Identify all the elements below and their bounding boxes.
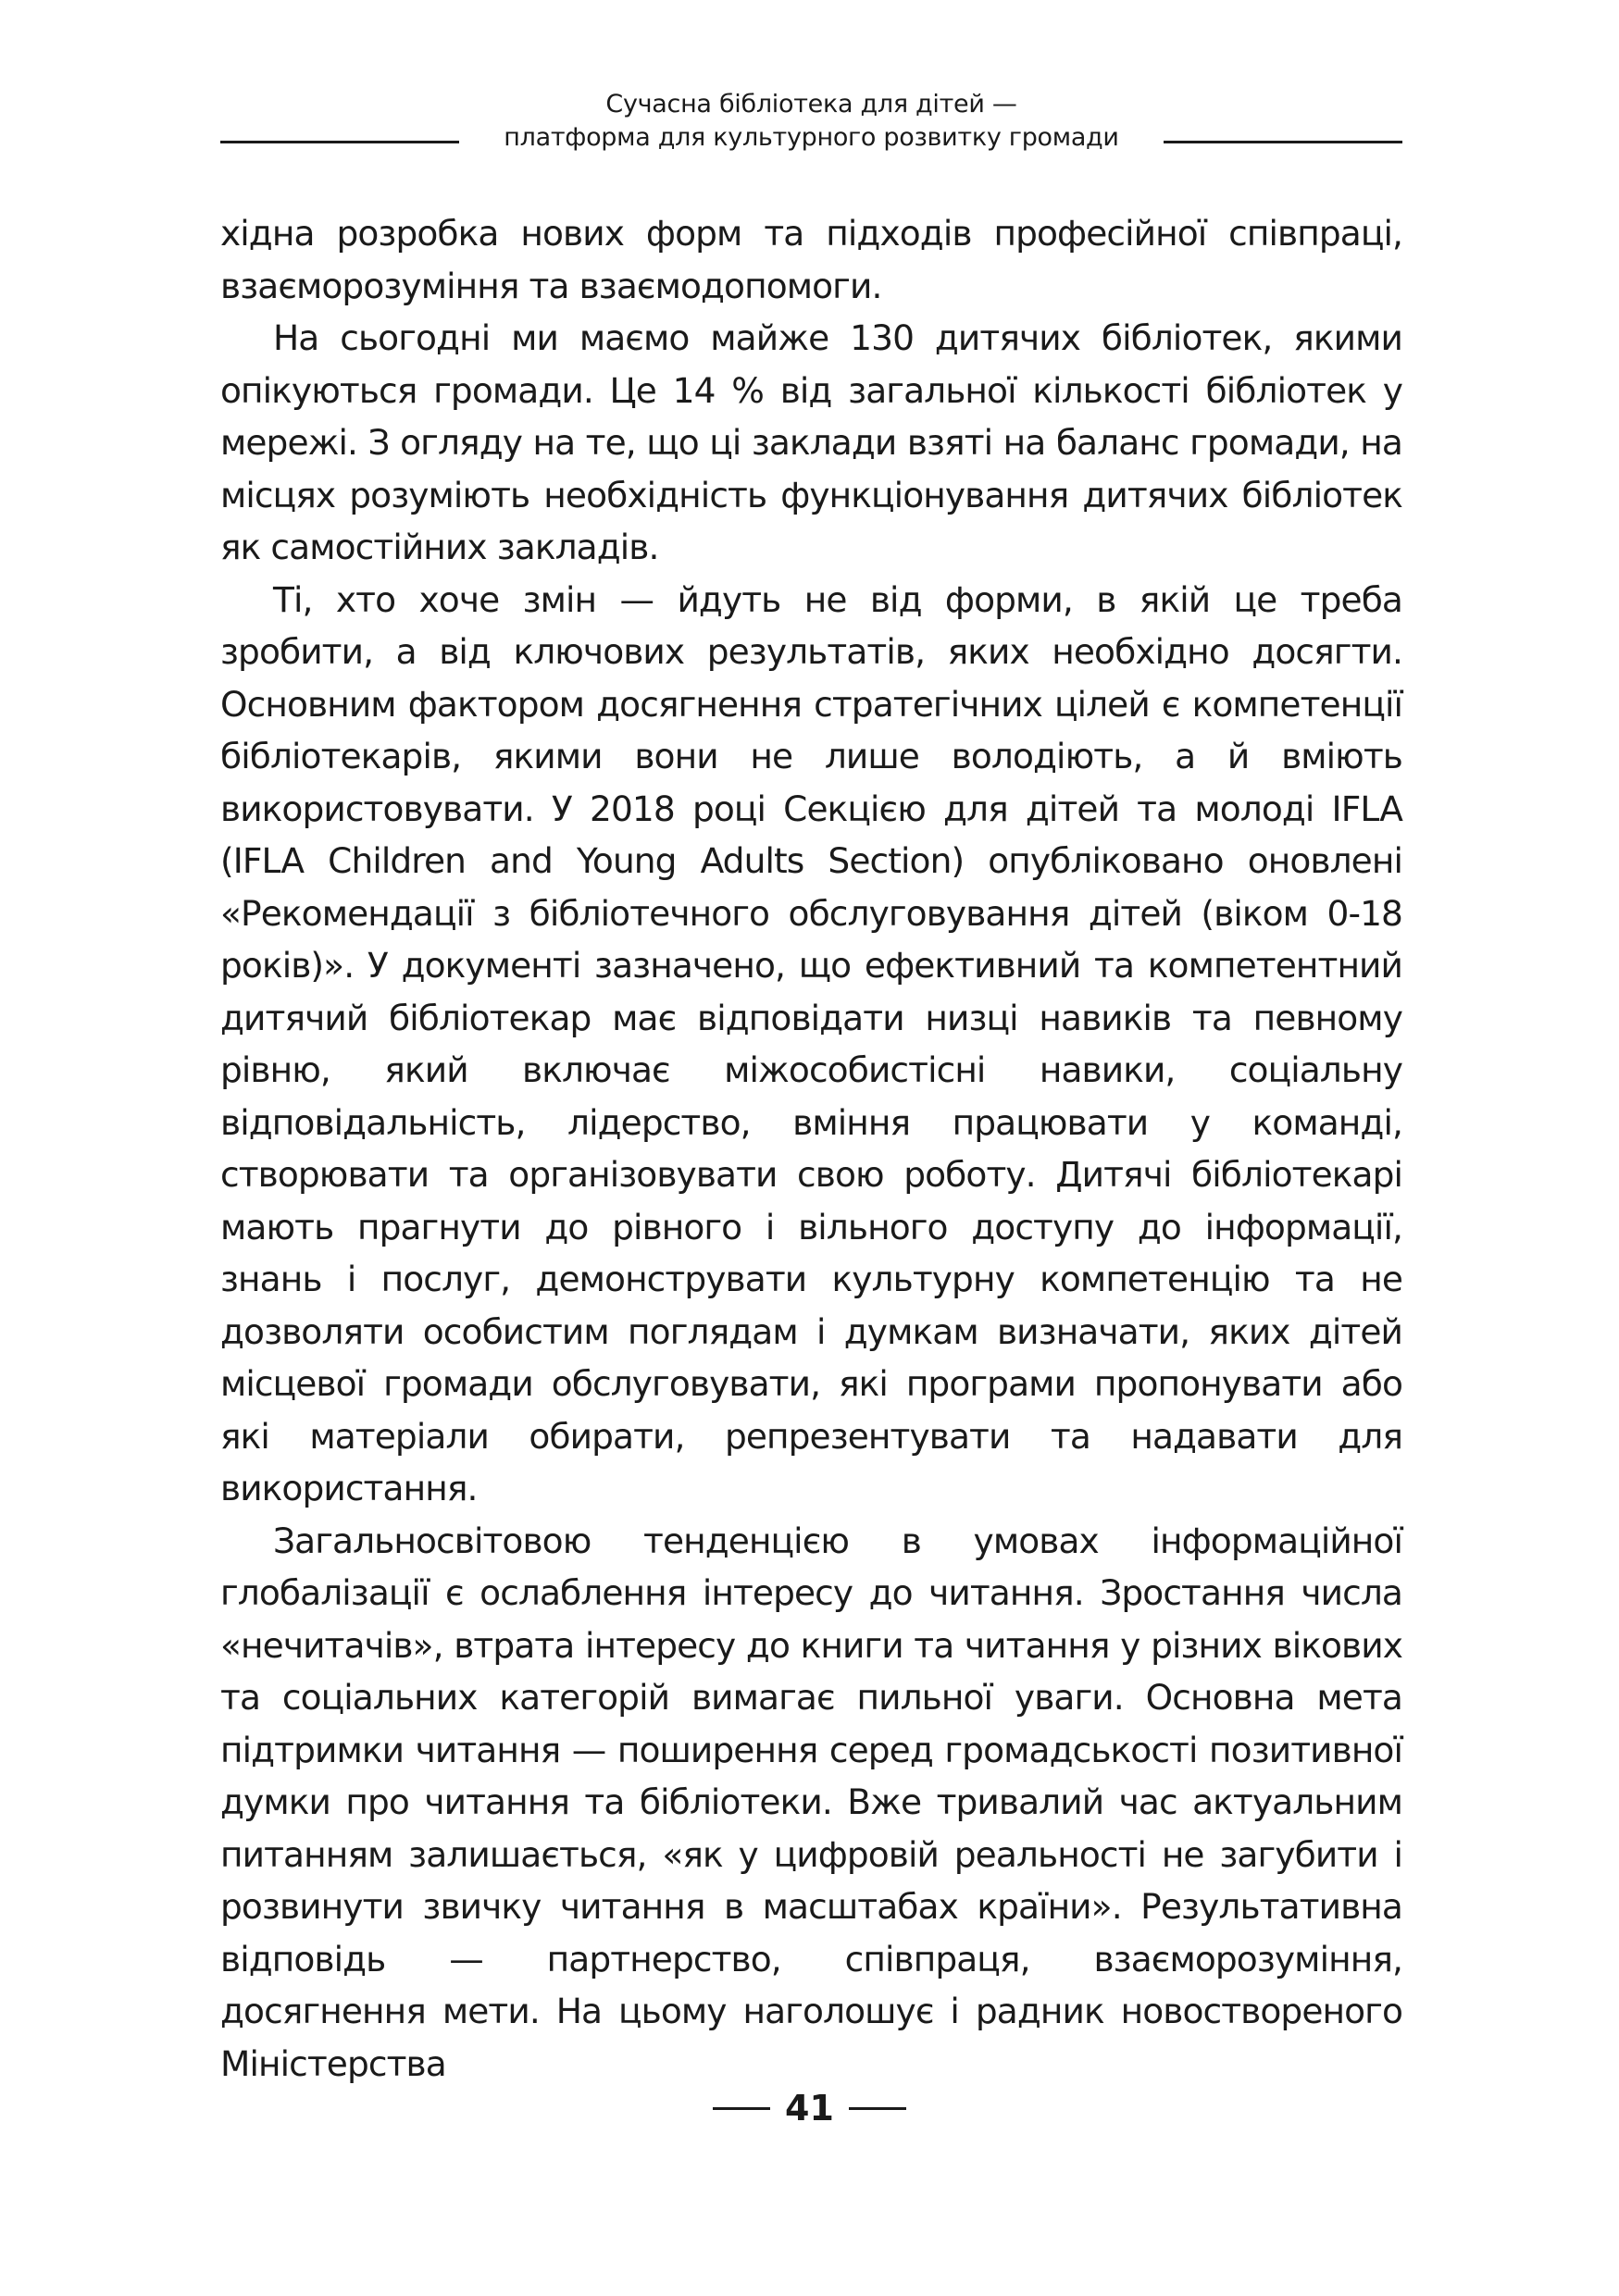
page-number: 41 [785, 2088, 834, 2128]
body-text [220, 207, 1402, 2090]
paragraph: На сьогодні ми маємо майже 130 дитячих бібліотек, якими опікуються громади. Це 14 % від загальної кількості бібліотек у мережі. З огляду на те, що ці заклади взяті на баланс громади, на місцях розуміють необхідність функціонування дитячих бібліотек як самостійних закладів. [220, 317, 1402, 567]
header-title-line-1: Сучасна бібліотека для дітей — [605, 90, 1017, 118]
footer-rule-right [849, 2107, 906, 2110]
running-header [220, 88, 1402, 155]
paragraph-continuation: хідна розробка нових форм та підходів професійної співпраці, взаєморозуміння та взаємодопомоги. [220, 213, 1402, 306]
footer-rule-left [713, 2107, 770, 2110]
header-rule-right [1164, 141, 1402, 143]
header-title [459, 88, 1164, 155]
paragraph: Загальносвітовою тенденцією в умовах інформаційної глобалізації є ослаблення інтересу до читання. Зростання числа «нечитачів», втрата інтересу до книги та читання у різних вікових та соціальних категорій вимагає пильної уваги. Основна мета підтримки читання — поширення серед громадськості позитивної думки про читання та бібліотеки. Вже тривалий час актуальним питанням залишається, «як у цифровій реальності не загубити і розвинути звичку читання в масштабах країни». Результативна відповідь — партнерство, співпраця, взаєморозуміння, досягнення мети. На цьому наголошує і радник новоствореного Міністерства [220, 1520, 1402, 2084]
header-title-line-2: платформа для культурного розвитку громади [504, 123, 1119, 152]
paragraph: Ті, хто хоче змін — йдуть не від форми, в якій це треба зробити, а від ключових результатів, яких необхідно досягти. Основним фактором досягнення стратегічних цілей є компетенції бібліотекарів, якими вони не лише володіють, а й вміють використовувати. У 2018 році Секцією для дітей та молоді IFLA (IFLA Children and Young Adults Section) опубліковано оновлені «Рекомендації з бібліотечного обслуговування дітей (віком 0-18 років)». У документі зазначено, що ефективний та компетентний дитячий бібліотекар має відповідати низці навиків та певному рівню, який включає міжособистісні навики, соціальну відповідальність, лідерство, вміння працювати у команді, створювати та організовувати свою роботу. Дитячі бібліотекарі мають прагнути до рівного і вільного доступу до інформації, знань і послуг, демонструвати культурну компетенцію та не дозволяти особистим поглядам і думкам визначати, яких дітей місцевої громади обслуговувати, які програми пропонувати або які матеріали обирати, репрезентувати та надавати для використання. [220, 578, 1402, 1508]
page-footer [0, 2085, 1619, 2131]
header-rule-left [220, 141, 459, 143]
